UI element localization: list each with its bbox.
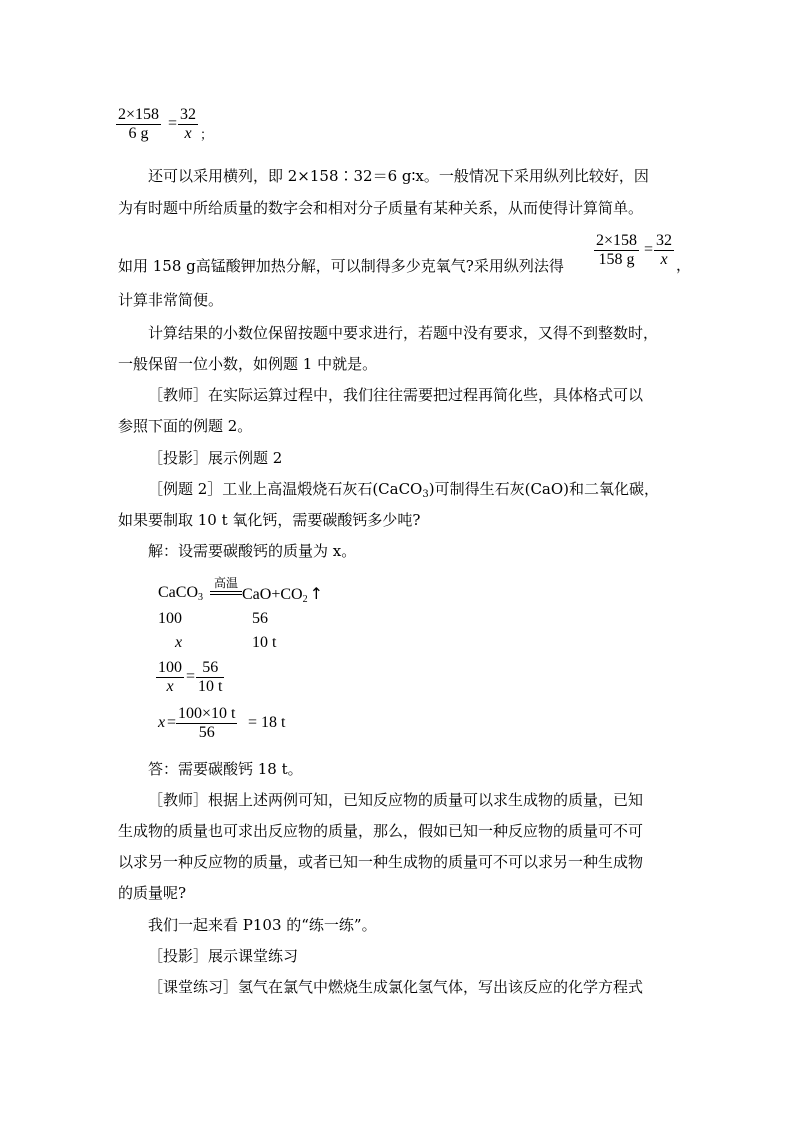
paragraph-line: 解：设需要碳酸钙的质量为 x。 (148, 542, 357, 560)
paragraph-line: 一般保留一位小数，如例题 1 中就是。 (118, 355, 378, 373)
paragraph-line: 参照下面的例题 2。 (118, 417, 253, 435)
comma: ， (676, 256, 692, 274)
fraction-1-left (116, 106, 161, 143)
fraction-denominator: x (660, 251, 668, 268)
unknown-mass: x (175, 634, 183, 651)
fraction-2-right (654, 232, 674, 269)
paragraph-line: 计算结果的小数位保留按题中要求进行，若题中没有要求，又得不到整数时， (148, 324, 659, 342)
paragraph-line: 如用 158 g高锰酸钾加热分解，可以制得多少克氧气?采用纵列法得 (118, 257, 564, 275)
fraction-4 (176, 705, 237, 742)
paragraph-line: ［教师］在实际运算过程中，我们往往需要把过程再简化些，具体格式可以 (148, 386, 644, 404)
fraction-denominator: 158 g (598, 251, 635, 268)
fraction-numerator: 100 (158, 659, 182, 676)
result: = 18 t (248, 714, 286, 731)
reaction-products: $CaO+CO_2$ ↑ (242, 584, 323, 605)
fraction-numerator: 2×158 (118, 106, 160, 123)
fraction-denominator: 56 (198, 724, 215, 741)
fraction-numerator: 32 (656, 232, 672, 249)
paragraph-line: 如果要制取 10 t 氧化钙，需要碳酸钙多少吨? (118, 511, 421, 529)
fraction-numerator: 2×158 (596, 232, 638, 249)
fraction-2-left (594, 232, 639, 269)
paragraph-line: 我们一起来看 P103 的“练一练”。 (148, 916, 377, 934)
fraction-denominator: 6 g (128, 125, 149, 142)
fraction-3-left (156, 659, 184, 696)
equals-sign: = (186, 668, 196, 685)
paragraph-line: 为有时题中所给质量的数字会和相对分子质量有某种关系，从而使得计算简单。 (118, 199, 644, 217)
equals-sign: = (167, 714, 177, 731)
known-mass: 10 t (252, 634, 277, 651)
paragraph-line: 以求另一种反应物的质量，或者已知一种生成物的质量可不可以求另一种生成物 (118, 853, 644, 871)
paragraph-line: 答：需要碳酸钙 18 t。 (148, 760, 303, 778)
variable-x: x (158, 714, 166, 731)
paragraph-line: ［投影］展示例题 2 (148, 449, 283, 467)
equals-sign: = (644, 241, 654, 258)
fraction-denominator: x (184, 125, 192, 142)
molar-mass-product: 56 (252, 610, 268, 627)
fraction-denominator: 10 t (198, 678, 223, 695)
reaction-equation: CaCO$_3$ (158, 584, 203, 603)
paragraph-line: ［课堂练习］氢气在氯气中燃烧生成氯化氢气体，写出该反应的化学方程式 (148, 978, 644, 996)
fraction-numerator: 56 (202, 659, 219, 676)
paragraph-line: ［教师］根据上述两例可知，已知反应物的质量可以求生成物的质量，已知 (148, 791, 644, 809)
paragraph-line: ［投影］展示课堂练习 (148, 947, 299, 965)
fraction-numerator: 100×10 t (178, 705, 236, 722)
fraction-numerator: 32 (180, 106, 196, 123)
fraction-3-right (196, 659, 224, 696)
paragraph-line: 的质量呢? (118, 884, 187, 902)
reaction-condition: 高温 (210, 576, 242, 595)
paragraph-line: 还可以采用横列，即 2×158∶32＝6 g∶x。一般情况下采用纵列比较好，因 (148, 167, 649, 185)
molar-mass-reactant: 100 (158, 610, 182, 627)
equals-sign: = (168, 115, 178, 132)
fraction-1-right (178, 106, 198, 143)
paragraph-line: ［例题 2］工业上高温煅烧石灰石(CaCO$_3$)可制得生石灰(CaO)和二氧化碳， (148, 480, 660, 500)
semicolon: ； (200, 128, 214, 143)
paragraph-line: 计算非常简便。 (118, 291, 224, 309)
fraction-denominator: x (166, 678, 174, 695)
paragraph-line: 生成物的质量也可求出反应物的质量，那么，假如已知一种反应物的质量可不可 (118, 822, 644, 840)
